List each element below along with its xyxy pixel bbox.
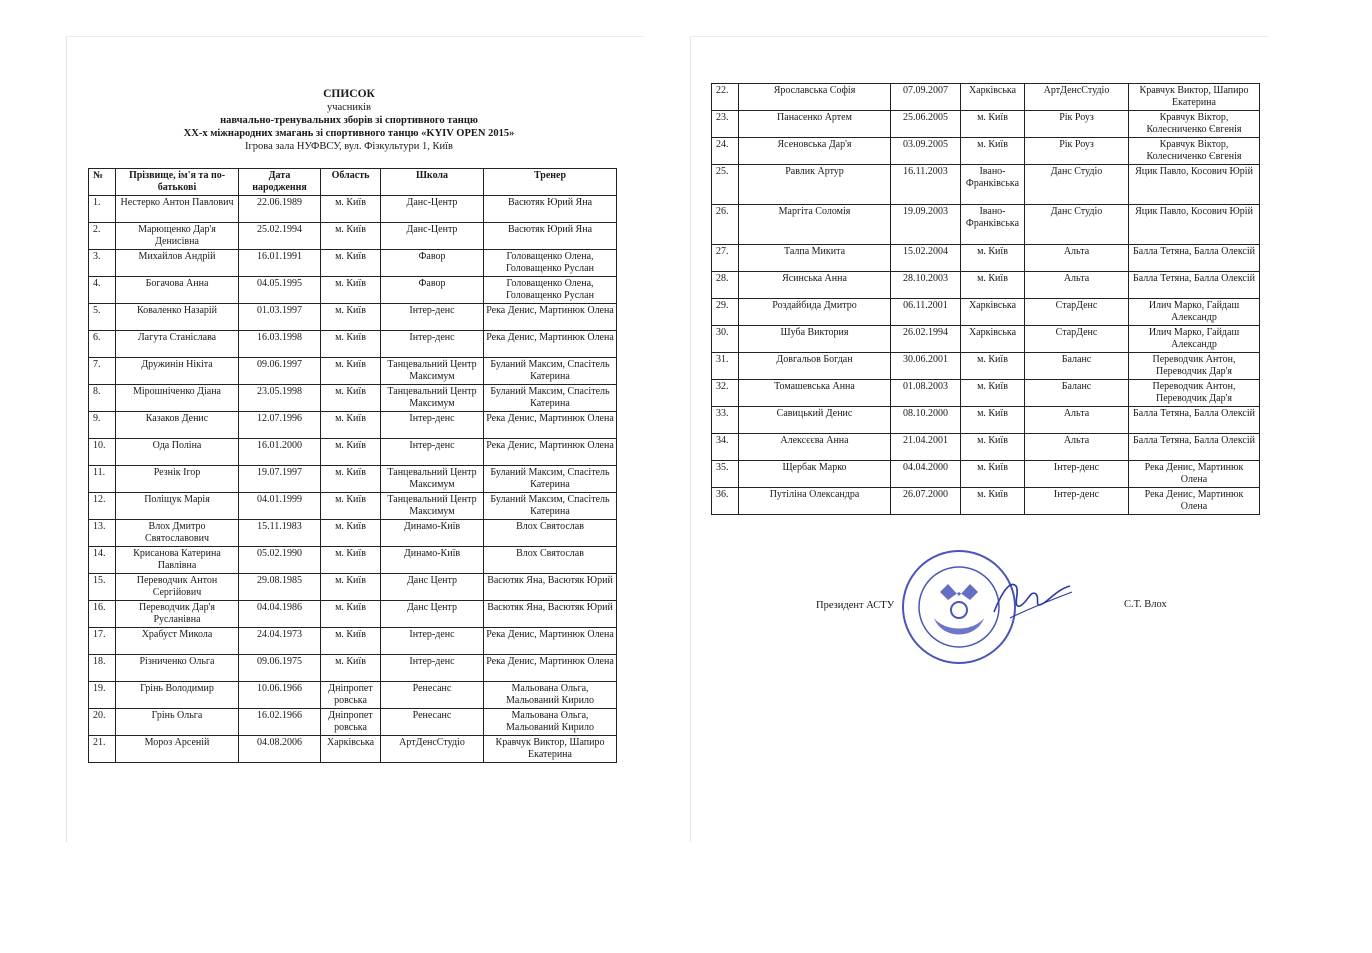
column-header-region: Область xyxy=(321,169,381,196)
cell-date: 04.05.1995 xyxy=(239,277,321,304)
cell-date: 10.06.1966 xyxy=(239,682,321,709)
cell-coach: Балла Тетяна, Балла Олексій xyxy=(1129,272,1260,299)
cell-name: Лагута Станіслава xyxy=(116,331,239,358)
cell-num: 25. xyxy=(712,165,739,205)
cell-date: 16.01.1991 xyxy=(239,250,321,277)
cell-school: Альта xyxy=(1025,272,1129,299)
cell-school: Інтер-денс xyxy=(381,304,484,331)
cell-num: 7. xyxy=(89,358,116,385)
table-row xyxy=(89,655,617,682)
cell-name: Резнік Ігор xyxy=(116,466,239,493)
cell-region: м. Київ xyxy=(321,412,381,439)
cell-name: Довгальов Богдан xyxy=(739,353,891,380)
cell-school: Данс-Центр xyxy=(381,196,484,223)
cell-num: 10. xyxy=(89,439,116,466)
cell-date: 09.06.1975 xyxy=(239,655,321,682)
cell-date: 04.01.1999 xyxy=(239,493,321,520)
cell-region: м. Київ xyxy=(961,111,1025,138)
cell-coach: Яцик Павло, Косович Юрій xyxy=(1129,165,1260,205)
cell-region: м. Київ xyxy=(321,304,381,331)
cell-coach: Река Денис, Мартинюк Олена xyxy=(1129,488,1260,515)
cell-school: Данс Центр xyxy=(381,601,484,628)
cell-num: 22. xyxy=(712,84,739,111)
cell-date: 04.08.2006 xyxy=(239,736,321,763)
cell-name: Михайлов Андрій xyxy=(116,250,239,277)
cell-date: 22.06.1989 xyxy=(239,196,321,223)
cell-name: Коваленко Назарій xyxy=(116,304,239,331)
cell-num: 17. xyxy=(89,628,116,655)
table-row xyxy=(712,461,1260,488)
cell-coach: Мальована Ольга, Мальований Кирило xyxy=(484,682,617,709)
cell-date: 01.08.2003 xyxy=(891,380,961,407)
cell-date: 06.11.2001 xyxy=(891,299,961,326)
cell-name: Грінь Володимир xyxy=(116,682,239,709)
cell-coach: Васютяк Юрий Яна xyxy=(484,196,617,223)
cell-region: м. Київ xyxy=(321,223,381,250)
table-row xyxy=(89,520,617,547)
cell-coach: Буланий Максим, Спасітель Катерина xyxy=(484,385,617,412)
cell-school: Динамо-Київ xyxy=(381,520,484,547)
cell-date: 24.04.1973 xyxy=(239,628,321,655)
cell-school: Інтер-денс xyxy=(1025,461,1129,488)
cell-name: Талпа Микита xyxy=(739,245,891,272)
cell-school: Альта xyxy=(1025,434,1129,461)
cell-school: Танцевальний Центр Максимум xyxy=(381,493,484,520)
cell-region: м. Київ xyxy=(321,466,381,493)
cell-region: Івано-Франківська xyxy=(961,205,1025,245)
cell-num: 12. xyxy=(89,493,116,520)
cell-date: 01.03.1997 xyxy=(239,304,321,331)
cell-region: м. Київ xyxy=(321,655,381,682)
table-row xyxy=(89,304,617,331)
cell-date: 26.07.2000 xyxy=(891,488,961,515)
cell-num: 8. xyxy=(89,385,116,412)
cell-school: Інтер-денс xyxy=(381,655,484,682)
cell-num: 16. xyxy=(89,601,116,628)
column-header-school: Школа xyxy=(381,169,484,196)
cell-num: 1. xyxy=(89,196,116,223)
cell-name: Ярославська Софія xyxy=(739,84,891,111)
cell-coach: Влох Святослав xyxy=(484,520,617,547)
cell-coach: Васютяк Юрий Яна xyxy=(484,223,617,250)
cell-num: 29. xyxy=(712,299,739,326)
cell-date: 09.06.1997 xyxy=(239,358,321,385)
cell-num: 21. xyxy=(89,736,116,763)
cell-school: Танцевальний Центр Максимум xyxy=(381,385,484,412)
cell-school: СтарДенс xyxy=(1025,299,1129,326)
cell-school: Танцевальний Центр Максимум xyxy=(381,466,484,493)
cell-name: Ода Поліна xyxy=(116,439,239,466)
table-row xyxy=(89,250,617,277)
cell-num: 28. xyxy=(712,272,739,299)
cell-name: Панасенко Артем xyxy=(739,111,891,138)
cell-name: Шуба Виктория xyxy=(739,326,891,353)
cell-date: 15.11.1983 xyxy=(239,520,321,547)
cell-name: Щербак Марко xyxy=(739,461,891,488)
cell-date: 28.10.2003 xyxy=(891,272,961,299)
cell-num: 19. xyxy=(89,682,116,709)
cell-name: Мірошніченко Діана xyxy=(116,385,239,412)
cell-name: Мороз Арсеній xyxy=(116,736,239,763)
cell-region: м. Київ xyxy=(321,358,381,385)
cell-school: АртДенсСтудіо xyxy=(381,736,484,763)
table-row xyxy=(89,493,617,520)
cell-num: 33. xyxy=(712,407,739,434)
cell-region: м. Київ xyxy=(961,407,1025,434)
cell-name: Дружинін Нікіта xyxy=(116,358,239,385)
table-row xyxy=(89,466,617,493)
cell-num: 35. xyxy=(712,461,739,488)
cell-date: 16.01.2000 xyxy=(239,439,321,466)
cell-name: Савицький Денис xyxy=(739,407,891,434)
cell-date: 21.04.2001 xyxy=(891,434,961,461)
cell-name: Ясинська Анна xyxy=(739,272,891,299)
cell-school: АртДенсСтудіо xyxy=(1025,84,1129,111)
table-row xyxy=(712,299,1260,326)
column-header-num: № xyxy=(89,169,116,196)
cell-coach: Васютяк Яна, Васютяк Юрий xyxy=(484,601,617,628)
cell-region: м. Київ xyxy=(321,574,381,601)
cell-name: Равлик Артур xyxy=(739,165,891,205)
cell-num: 4. xyxy=(89,277,116,304)
cell-region: м. Київ xyxy=(961,272,1025,299)
cell-school: Ренесанс xyxy=(381,682,484,709)
cell-school: Фавор xyxy=(381,250,484,277)
cell-coach: Переводчик Антон, Переводчик Дар'я xyxy=(1129,353,1260,380)
cell-coach: Илич Марко, Гайдаш Александр xyxy=(1129,326,1260,353)
cell-school: Інтер-денс xyxy=(1025,488,1129,515)
document-header xyxy=(66,88,632,153)
table-row xyxy=(89,277,617,304)
cell-num: 3. xyxy=(89,250,116,277)
cell-coach: Влох Святослав xyxy=(484,547,617,574)
cell-region: м. Київ xyxy=(321,250,381,277)
table-row xyxy=(89,547,617,574)
cell-date: 23.05.1998 xyxy=(239,385,321,412)
cell-num: 9. xyxy=(89,412,116,439)
table-row xyxy=(712,434,1260,461)
participants-table-right xyxy=(711,83,1260,515)
cell-date: 16.11.2003 xyxy=(891,165,961,205)
header-subtitle: учасників xyxy=(326,102,372,113)
cell-region: м. Київ xyxy=(321,331,381,358)
table-row xyxy=(89,628,617,655)
cell-school: Данс-Центр xyxy=(381,223,484,250)
cell-region: м. Київ xyxy=(321,277,381,304)
cell-coach: Балла Тетяна, Балла Олексій xyxy=(1129,434,1260,461)
cell-region: м. Київ xyxy=(321,628,381,655)
cell-date: 29.08.1985 xyxy=(239,574,321,601)
cell-name: Переводчик Дар'я Русланівна xyxy=(116,601,239,628)
table-row xyxy=(89,574,617,601)
cell-name: Поліщук Марія xyxy=(116,493,239,520)
cell-name: Крисанова Катерина Павлівна xyxy=(116,547,239,574)
cell-region: Дніпропет ровська xyxy=(321,709,381,736)
cell-num: 2. xyxy=(89,223,116,250)
cell-name: Казаков Денис xyxy=(116,412,239,439)
cell-coach: Река Денис, Мартинюк Олена xyxy=(1129,461,1260,488)
cell-date: 25.06.2005 xyxy=(891,111,961,138)
cell-region: м. Київ xyxy=(321,493,381,520)
cell-coach: Головащенко Олена, Головащенко Руслан xyxy=(484,277,617,304)
cell-num: 32. xyxy=(712,380,739,407)
cell-num: 5. xyxy=(89,304,116,331)
cell-num: 13. xyxy=(89,520,116,547)
cell-num: 36. xyxy=(712,488,739,515)
table-row xyxy=(712,111,1260,138)
cell-name: Нестерко Антон Павлович xyxy=(116,196,239,223)
handwritten-signature-icon xyxy=(990,572,1074,628)
table-row xyxy=(89,736,617,763)
cell-name: Алексєєва Анна xyxy=(739,434,891,461)
cell-coach: Кравчук Віктор, Колесниченко Євгенія xyxy=(1129,111,1260,138)
table-row xyxy=(89,358,617,385)
cell-school: Динамо-Київ xyxy=(381,547,484,574)
cell-coach: Река Денис, Мартинюк Олена xyxy=(484,304,617,331)
cell-coach: Река Денис, Мартинюк Олена xyxy=(484,628,617,655)
table-row xyxy=(89,412,617,439)
cell-region: м. Київ xyxy=(961,461,1025,488)
cell-coach: Кравчук Віктор, Колесниченко Євгенія xyxy=(1129,138,1260,165)
cell-coach: Кравчук Виктор, Шапиро Екатерина xyxy=(1129,84,1260,111)
cell-coach: Яцик Павло, Косович Юрій xyxy=(1129,205,1260,245)
cell-name: Храбуст Микола xyxy=(116,628,239,655)
cell-name: Роздайбида Дмитро xyxy=(739,299,891,326)
cell-date: 19.09.2003 xyxy=(891,205,961,245)
table-row xyxy=(89,439,617,466)
cell-num: 20. xyxy=(89,709,116,736)
cell-date: 30.06.2001 xyxy=(891,353,961,380)
cell-date: 26.02.1994 xyxy=(891,326,961,353)
column-header-name: Прізвище, ім'я та по-батькові xyxy=(116,169,239,196)
table-row xyxy=(712,488,1260,515)
cell-date: 15.02.2004 xyxy=(891,245,961,272)
cell-date: 04.04.1986 xyxy=(239,601,321,628)
cell-name: Різниченко Ольга xyxy=(116,655,239,682)
cell-coach: Буланий Максим, Спасітель Катерина xyxy=(484,466,617,493)
table-row xyxy=(712,380,1260,407)
cell-date: 16.02.1966 xyxy=(239,709,321,736)
cell-coach: Буланий Максим, Спасітель Катерина xyxy=(484,493,617,520)
cell-region: Харківська xyxy=(961,299,1025,326)
cell-region: м. Київ xyxy=(321,547,381,574)
table-row xyxy=(712,84,1260,111)
cell-school: Інтер-денс xyxy=(381,412,484,439)
cell-num: 31. xyxy=(712,353,739,380)
cell-name: Путіліна Олександра xyxy=(739,488,891,515)
cell-coach: Илич Марко, Гайдаш Александр xyxy=(1129,299,1260,326)
cell-school: Інтер-денс xyxy=(381,628,484,655)
cell-school: Танцевальний Центр Максимум xyxy=(381,358,484,385)
cell-region: м. Київ xyxy=(321,601,381,628)
cell-region: Харківська xyxy=(961,326,1025,353)
cell-date: 12.07.1996 xyxy=(239,412,321,439)
cell-date: 16.03.1998 xyxy=(239,331,321,358)
cell-school: Фавор xyxy=(381,277,484,304)
cell-coach: Река Денис, Мартинюк Олена xyxy=(484,412,617,439)
cell-num: 23. xyxy=(712,111,739,138)
signer-name: С.Т. Влох xyxy=(1124,599,1167,610)
cell-coach: Река Денис, Мартинюк Олена xyxy=(484,655,617,682)
cell-date: 07.09.2007 xyxy=(891,84,961,111)
cell-coach: Река Денис, Мартинюк Олена xyxy=(484,331,617,358)
header-venue: Ігрова зала НУФВСУ, вул. Фізкультури 1, Київ xyxy=(244,141,453,152)
cell-school: Данс Студіо xyxy=(1025,205,1129,245)
cell-num: 30. xyxy=(712,326,739,353)
cell-region: м. Київ xyxy=(321,439,381,466)
cell-school: Інтер-денс xyxy=(381,331,484,358)
cell-school: Інтер-денс xyxy=(381,439,484,466)
cell-region: м. Київ xyxy=(321,385,381,412)
cell-region: Івано-Франківська xyxy=(961,165,1025,205)
table-row xyxy=(712,245,1260,272)
table-row xyxy=(712,205,1260,245)
column-header-coach: Тренер xyxy=(484,169,617,196)
cell-school: Альта xyxy=(1025,245,1129,272)
column-header-date: Дата народження xyxy=(239,169,321,196)
cell-num: 27. xyxy=(712,245,739,272)
table-row xyxy=(89,385,617,412)
table-row xyxy=(712,165,1260,205)
participants-table-left xyxy=(88,168,617,763)
cell-num: 15. xyxy=(89,574,116,601)
cell-coach: Переводчик Антон, Переводчик Дар'я xyxy=(1129,380,1260,407)
cell-coach: Балла Тетяна, Балла Олексій xyxy=(1129,407,1260,434)
cell-region: м. Київ xyxy=(961,138,1025,165)
cell-school: Альта xyxy=(1025,407,1129,434)
table-row xyxy=(89,196,617,223)
cell-name: Томашевська Анна xyxy=(739,380,891,407)
cell-region: м. Київ xyxy=(961,434,1025,461)
cell-name: Ясеновська Дар'я xyxy=(739,138,891,165)
table-row xyxy=(89,331,617,358)
table-row xyxy=(712,407,1260,434)
table-row xyxy=(89,682,617,709)
table-row xyxy=(89,709,617,736)
cell-coach: Васютяк Яна, Васютяк Юрий xyxy=(484,574,617,601)
cell-coach: Кравчук Виктор, Шапиро Екатерина xyxy=(484,736,617,763)
table-row xyxy=(712,272,1260,299)
table-header-row xyxy=(89,169,617,196)
cell-region: Харківська xyxy=(961,84,1025,111)
cell-region: м. Київ xyxy=(961,353,1025,380)
cell-name: Переводчик Антон Сергійович xyxy=(116,574,239,601)
cell-num: 6. xyxy=(89,331,116,358)
cell-region: м. Київ xyxy=(321,520,381,547)
cell-num: 11. xyxy=(89,466,116,493)
cell-num: 24. xyxy=(712,138,739,165)
cell-school: СтарДенс xyxy=(1025,326,1129,353)
cell-date: 05.02.1990 xyxy=(239,547,321,574)
cell-num: 14. xyxy=(89,547,116,574)
cell-school: Ренесанс xyxy=(381,709,484,736)
cell-date: 25.02.1994 xyxy=(239,223,321,250)
cell-date: 04.04.2000 xyxy=(891,461,961,488)
header-event-name: XX-х міжнародних змагань зі спортивного танцю «KYIV OPEN 2015» xyxy=(183,128,515,139)
cell-school: Рік Роуз xyxy=(1025,111,1129,138)
document-title: СПИСОК xyxy=(323,88,375,100)
cell-num: 26. xyxy=(712,205,739,245)
cell-school: Баланс xyxy=(1025,380,1129,407)
cell-region: м. Київ xyxy=(321,196,381,223)
table-row xyxy=(89,223,617,250)
cell-coach: Балла Тетяна, Балла Олексій xyxy=(1129,245,1260,272)
cell-name: Грінь Ольга xyxy=(116,709,239,736)
header-event-type: навчально-тренувальних зборів зі спортивного танцю xyxy=(220,115,478,126)
cell-date: 03.09.2005 xyxy=(891,138,961,165)
cell-coach: Головащенко Олена, Головащенко Руслан xyxy=(484,250,617,277)
cell-date: 19.07.1997 xyxy=(239,466,321,493)
table-row xyxy=(712,353,1260,380)
cell-region: Харківська xyxy=(321,736,381,763)
table-row xyxy=(712,326,1260,353)
cell-date: 08.10.2000 xyxy=(891,407,961,434)
cell-region: м. Київ xyxy=(961,245,1025,272)
cell-region: Дніпропет ровська xyxy=(321,682,381,709)
cell-name: Маргіта Соломія xyxy=(739,205,891,245)
cell-region: м. Київ xyxy=(961,380,1025,407)
cell-name: Марющенко Дар'я Денисівна xyxy=(116,223,239,250)
cell-coach: Мальована Ольга, Мальований Кирило xyxy=(484,709,617,736)
cell-coach: Река Денис, Мартинюк Олена xyxy=(484,439,617,466)
cell-school: Рік Роуз xyxy=(1025,138,1129,165)
cell-school: Данс Студіо xyxy=(1025,165,1129,205)
cell-coach: Буланий Максим, Спасітель Катерина xyxy=(484,358,617,385)
cell-school: Баланс xyxy=(1025,353,1129,380)
cell-num: 18. xyxy=(89,655,116,682)
cell-num: 34. xyxy=(712,434,739,461)
cell-name: Богачова Анна xyxy=(116,277,239,304)
cell-region: м. Київ xyxy=(961,488,1025,515)
table-row xyxy=(712,138,1260,165)
table-row xyxy=(89,601,617,628)
cell-name: Влох Дмитро Святославович xyxy=(116,520,239,547)
president-label: Президент АСТУ xyxy=(816,600,895,611)
cell-school: Данс Центр xyxy=(381,574,484,601)
